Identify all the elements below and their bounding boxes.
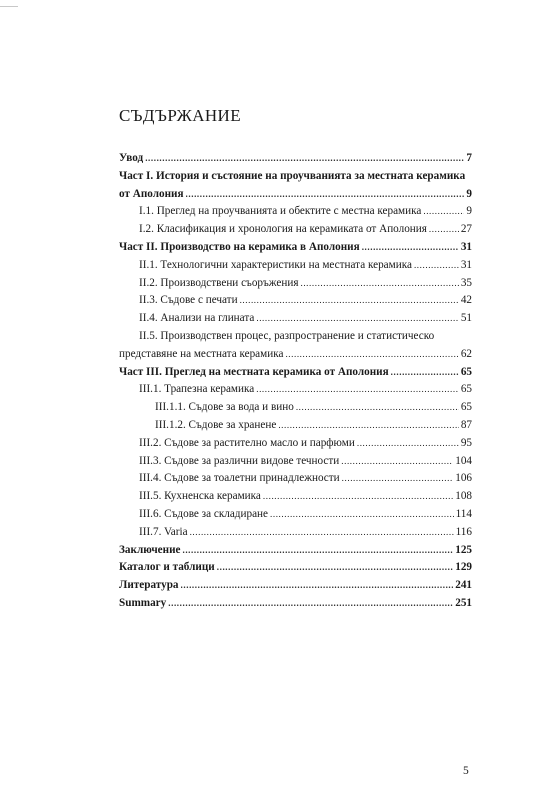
toc-entry-summary[interactable]: [119, 595, 472, 613]
toc-entry-title: II.4. Анализи на глината: [139, 312, 255, 325]
toc-entry-page: 114: [455, 507, 472, 520]
toc-entry-part1[interactable]: [119, 186, 472, 204]
toc-entry-page: 106: [455, 472, 472, 485]
toc-entry-3-1-2[interactable]: [119, 417, 472, 435]
toc-entry-title: I.1. Преглед на проучванията и обектите с местна керамика: [139, 205, 422, 218]
page-title: СЪДЪРЖАНИЕ: [119, 106, 242, 125]
toc-entry-title: III.6. Съдове за складиране: [139, 507, 268, 520]
toc-entry-title: Заключение: [119, 543, 181, 556]
toc-entry-1-1[interactable]: [119, 203, 472, 221]
toc-entry-title: Увод: [119, 152, 144, 164]
toc-entry-page: 31: [460, 240, 472, 253]
dot-leader: [429, 221, 459, 239]
dot-leader: [270, 506, 454, 524]
toc-entry-title: III.1.1. Съдове за вода и вино: [155, 401, 294, 414]
dot-leader: [285, 346, 458, 364]
toc-entry-title: III.1. Трапезна керамика: [139, 383, 255, 396]
toc-entry-3-6[interactable]: [119, 506, 472, 524]
toc-entry-page: 7: [466, 152, 472, 164]
toc-entry-title: III.4. Съдове за тоалетни принадлежности: [139, 472, 340, 485]
dot-leader: [391, 364, 459, 382]
toc-entry-title: III.5. Кухненска керамика: [139, 490, 261, 503]
dot-leader: [256, 381, 459, 399]
dot-leader: [362, 239, 459, 257]
toc-entry-3-1-1[interactable]: [119, 399, 472, 417]
toc-entry-page: 42: [460, 294, 472, 307]
toc-entry-title: III.1.2. Съдове за хранене: [155, 418, 277, 431]
toc-entry-2-4[interactable]: [119, 310, 472, 328]
toc-entry-page: 108: [455, 490, 472, 503]
toc-entry-title: III.3. Съдове за различни видове течности: [139, 454, 340, 467]
toc-entry-title: I.2. Класификация и хронология на керамиката от Аполония: [139, 223, 427, 236]
toc-entry-1-2[interactable]: [119, 221, 472, 239]
toc-entry-title: представяне на местната керамика: [119, 347, 284, 360]
toc-entry-page: 62: [460, 347, 472, 360]
toc-entry-title: II.2. Производствени съоръжения: [139, 276, 299, 289]
toc-entry-page: 125: [455, 543, 472, 556]
dot-leader: [300, 275, 458, 293]
toc-entry-page: 129: [455, 561, 472, 574]
dot-leader: [168, 595, 453, 613]
table-of-contents: [119, 150, 472, 613]
toc-entry-title: Част II. Производство на керамика в Аполония: [119, 240, 360, 253]
toc-entry-2-1[interactable]: [119, 257, 472, 275]
toc-entry-conclusion[interactable]: [119, 542, 472, 560]
toc-entry-3-3[interactable]: [119, 453, 472, 471]
toc-entry-title: Summary: [119, 596, 167, 609]
dot-leader: [182, 542, 453, 560]
toc-entry-page: 104: [455, 454, 472, 467]
toc-entry-2-5[interactable]: [119, 346, 472, 364]
dot-leader: [263, 488, 453, 506]
toc-entry-2-3[interactable]: [119, 292, 472, 310]
dot-leader: [256, 310, 458, 328]
toc-entry-3-7[interactable]: [119, 524, 472, 542]
dot-leader: [342, 470, 454, 488]
toc-entry-page: 65: [460, 365, 472, 378]
toc-entry-page: 35: [460, 276, 472, 289]
toc-entry-3-2[interactable]: [119, 435, 472, 453]
toc-entry-part3[interactable]: [119, 364, 472, 382]
toc-entry-catalogue[interactable]: [119, 559, 472, 577]
toc-entry-title: Литература: [119, 579, 179, 592]
toc-entry-title: Част III. Преглед на местната керамика от Аполония: [119, 365, 389, 378]
toc-entry-page: 27: [460, 223, 472, 236]
toc-entry-title: от Аполония: [119, 187, 184, 200]
toc-entry-intro[interactable]: [119, 150, 472, 168]
toc-entry-page: 65: [460, 401, 472, 414]
page-number: 5: [463, 765, 469, 777]
dot-leader: [414, 257, 459, 275]
dot-leader: [217, 559, 453, 577]
toc-entry-page: 31: [460, 258, 472, 271]
scan-edge-mark: [0, 6, 18, 7]
toc-entry-title: III.7. Varia: [139, 525, 188, 538]
toc-entry-part1-line1[interactable]: Част I. История и състояние на проучванията за местната керамика: [119, 169, 466, 182]
toc-entry-title: II.3. Съдове с печати: [139, 294, 238, 307]
toc-entry-literature[interactable]: [119, 577, 472, 595]
toc-entry-page: 87: [460, 418, 472, 431]
dot-leader: [190, 524, 454, 542]
toc-entry-page: 251: [455, 596, 472, 609]
dot-leader: [423, 203, 464, 221]
dot-leader: [145, 150, 464, 168]
toc-entry-title: Каталог и таблици: [119, 561, 215, 574]
dot-leader: [186, 186, 465, 204]
toc-entry-page: 65: [460, 383, 472, 396]
dot-leader: [240, 292, 459, 310]
dot-leader: [296, 399, 459, 417]
toc-entry-3-1[interactable]: [119, 381, 472, 399]
toc-entry-page: 241: [455, 579, 472, 592]
dot-leader: [278, 417, 459, 435]
toc-entry-page: 116: [455, 525, 472, 538]
dot-leader: [181, 577, 454, 595]
toc-entry-title: II.1. Технологични характеристики на местната керамика: [139, 258, 412, 271]
toc-entry-2-5-line1[interactable]: II.5. Производствен процес, разпространение и статистическо: [139, 329, 435, 342]
dot-leader: [341, 453, 453, 471]
toc-entry-3-4[interactable]: [119, 470, 472, 488]
toc-entry-page: 9: [466, 205, 472, 218]
dot-leader: [357, 435, 459, 453]
toc-entry-page: 9: [466, 187, 472, 200]
toc-entry-page: 51: [460, 312, 472, 325]
toc-entry-page: 95: [460, 436, 472, 449]
toc-entry-title: III.2. Съдове за растително масло и парфюми: [139, 436, 355, 449]
toc-entry-3-5[interactable]: [119, 488, 472, 506]
toc-entry-part2[interactable]: [119, 239, 472, 257]
toc-entry-2-2[interactable]: [119, 275, 472, 293]
